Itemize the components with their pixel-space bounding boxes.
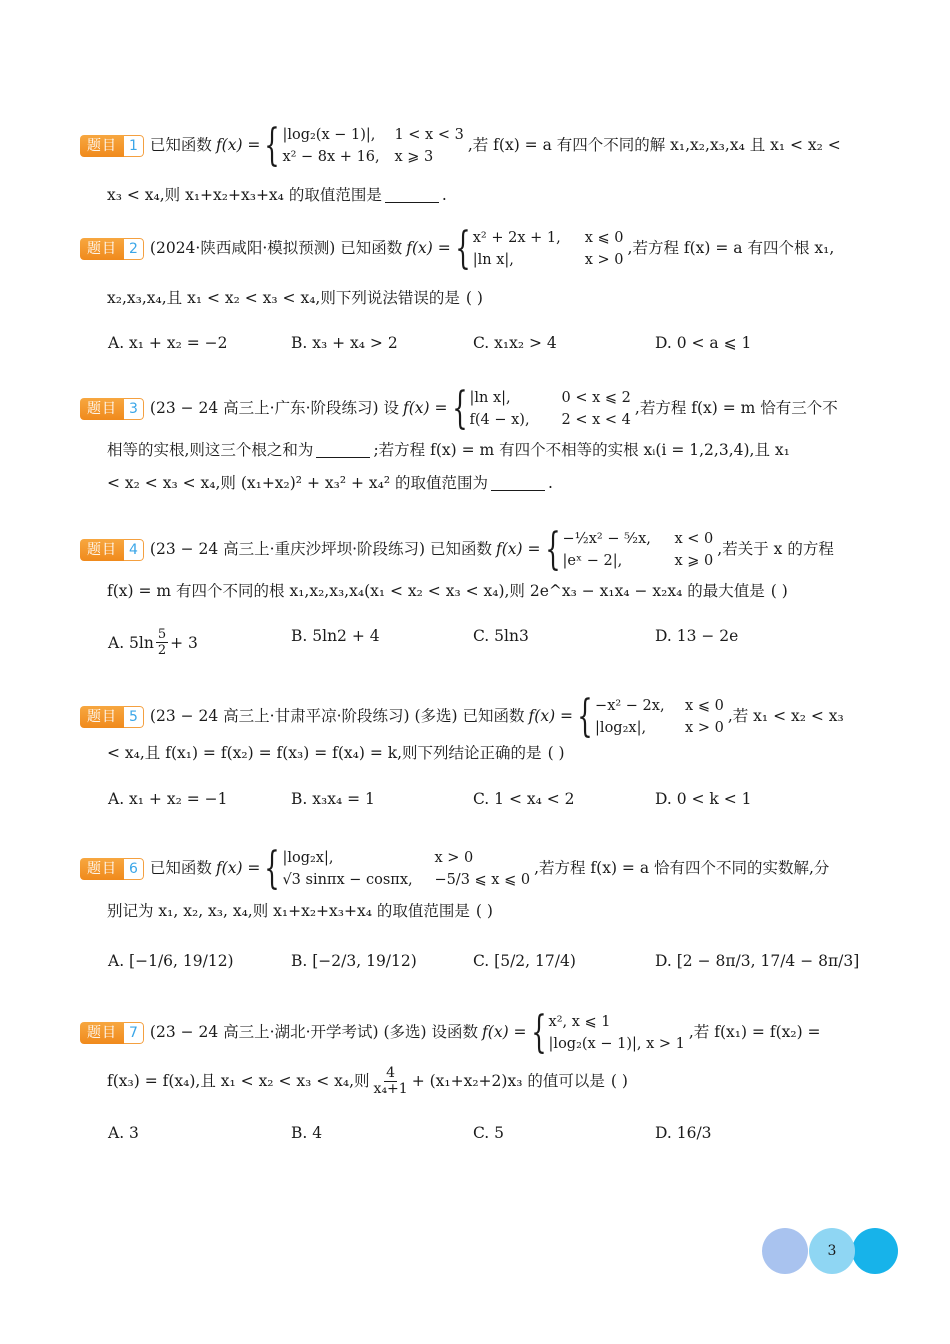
badge-number: 7 bbox=[124, 1022, 144, 1044]
problem-badge bbox=[80, 398, 144, 420]
choice-a[interactable]: A. x₁ + x₂ = −2 bbox=[108, 334, 228, 352]
problem-text: 已知函数 bbox=[149, 859, 212, 878]
problem-badge bbox=[80, 1022, 144, 1044]
problem-text: 已知函数 bbox=[149, 136, 212, 155]
problem-text: (23 − 24 高三上·广东·阶段练习) 设 bbox=[149, 399, 400, 418]
problem-badge bbox=[80, 858, 144, 880]
piecewise-function bbox=[577, 691, 724, 742]
problem-badge bbox=[80, 706, 144, 728]
problem-text: ,若 f(x₁) = f(x₂) = bbox=[688, 1023, 821, 1042]
piecewise-function bbox=[264, 120, 464, 171]
brace-icon: { bbox=[264, 843, 281, 894]
problem-text: 别记为 x₁, x₂, x₃, x₄,则 x₁+x₂+x₃+x₄ 的取值范围是 bbox=[107, 902, 470, 920]
choice-c[interactable]: C. [5/2, 17/4) bbox=[473, 952, 576, 970]
choice-c[interactable]: C. 1 < x₄ < 2 bbox=[473, 790, 575, 808]
problem-line bbox=[80, 1007, 821, 1058]
function-name: f(x) = bbox=[528, 707, 574, 726]
choice-b[interactable]: B. 5ln2 + 4 bbox=[291, 627, 380, 645]
problem-text: ,若方程 f(x) = a 恰有四个不同的实数解,分 bbox=[534, 859, 830, 878]
answer-blank[interactable] bbox=[316, 443, 370, 458]
piecewise-function bbox=[544, 524, 714, 575]
case-expression: |ln x|, bbox=[469, 390, 511, 406]
function-name: f(x) = bbox=[403, 399, 448, 418]
case-condition: x > 0 bbox=[584, 252, 624, 268]
problem-line bbox=[107, 443, 790, 459]
problem-text: (23 − 24 高三上·湖北·开学考试) (多选) 设函数 bbox=[149, 1023, 479, 1042]
choice-c[interactable]: C. 5ln3 bbox=[473, 627, 529, 645]
problem-line bbox=[80, 383, 838, 434]
case-condition: x < 0 bbox=[674, 531, 714, 547]
case-condition: x > 0 bbox=[434, 850, 474, 866]
problem-line bbox=[80, 524, 834, 575]
case-condition: x ⩽ 0 bbox=[685, 698, 724, 714]
piecewise-function bbox=[264, 843, 531, 894]
problem-badge bbox=[80, 135, 144, 157]
problem-text: < x₂ < x₃ < x₄,则 (x₁+x₂)² + x₃² + x₄² 的取值范围为 bbox=[107, 474, 488, 492]
problem-line bbox=[80, 223, 835, 274]
problem-line bbox=[80, 120, 841, 171]
case-condition: x > 0 bbox=[685, 720, 724, 736]
answer-blank[interactable] bbox=[491, 476, 545, 491]
case-expression: x², x ⩽ 1 bbox=[548, 1014, 611, 1030]
function-name: f(x) = bbox=[215, 859, 261, 878]
choice-a-text: A. 5ln bbox=[108, 633, 154, 652]
page-number-badge bbox=[762, 1228, 902, 1276]
brace-icon: { bbox=[264, 120, 281, 171]
choice-c[interactable]: C. 5 bbox=[473, 1124, 505, 1142]
badge-label: 题目 bbox=[80, 135, 124, 157]
answer-paren[interactable]: ( ) bbox=[770, 582, 788, 600]
problem-text: + (x₁+x₂+2)x₃ 的值可以是 bbox=[411, 1071, 605, 1090]
case-expression: −x² − 2x, bbox=[595, 698, 665, 714]
choice-c[interactable]: C. x₁x₂ > 4 bbox=[473, 334, 557, 352]
badge-label: 题目 bbox=[80, 858, 124, 880]
case-expression: |log₂x|, bbox=[595, 720, 647, 736]
problem-text: ,若方程 f(x) = a 有四个根 x₁, bbox=[627, 239, 835, 258]
case-expression: √3 sinπx − cosπx, bbox=[282, 872, 413, 888]
brace-icon: { bbox=[544, 524, 561, 575]
badge-number: 6 bbox=[124, 858, 144, 880]
problem-text: f(x) = m 有四个不同的根 x₁,x₂,x₃,x₄(x₁ < x₂ < x₃ < x₄),则 2e^x₃ − x₁x₄ − x₂x₄ 的最大值是 bbox=[107, 582, 765, 600]
case-expression: |eˣ − 2|, bbox=[562, 553, 623, 569]
piecewise-function bbox=[455, 223, 624, 274]
brace-icon: { bbox=[451, 383, 468, 434]
badge-label: 题目 bbox=[80, 1022, 124, 1044]
problem-text: ,若关于 x 的方程 bbox=[717, 540, 834, 559]
problem-badge bbox=[80, 238, 144, 260]
function-name: f(x) = bbox=[215, 136, 261, 155]
choice-a[interactable]: A. [−1/6, 19/12) bbox=[108, 952, 234, 970]
answer-paren[interactable]: ( ) bbox=[610, 1071, 628, 1090]
problem-text: ,若 f(x) = a 有四个不同的解 x₁,x₂,x₃,x₄ 且 x₁ < x₂ < bbox=[467, 136, 841, 155]
punctuation: . bbox=[547, 474, 553, 492]
choice-d[interactable]: D. 16/3 bbox=[655, 1124, 712, 1142]
function-name: f(x) = bbox=[482, 1023, 527, 1042]
problem-text: (23 − 24 高三上·重庆沙坪坝·阶段练习) 已知函数 bbox=[149, 540, 493, 559]
problem-text: (2024·陕西咸阳·模拟预测) 已知函数 bbox=[149, 239, 403, 258]
badge-label: 题目 bbox=[80, 238, 124, 260]
problem-text: ,若 x₁ < x₂ < x₃ bbox=[727, 707, 844, 726]
case-condition: 2 < x < 4 bbox=[561, 412, 631, 428]
decor-circle bbox=[852, 1228, 898, 1274]
case-expression: |ln x|, bbox=[472, 252, 514, 268]
problem-line bbox=[107, 1066, 628, 1097]
problem-line bbox=[80, 691, 844, 742]
answer-blank[interactable] bbox=[385, 188, 439, 203]
case-condition: x ⩾ 3 bbox=[394, 149, 434, 165]
denominator: 2 bbox=[157, 643, 167, 658]
problem-text: ;若方程 f(x) = m 有四个不相等的实根 xᵢ(i = 1,2,3,4),且 x₁ bbox=[373, 441, 790, 459]
badge-number: 2 bbox=[124, 238, 144, 260]
choice-b[interactable]: B. x₃ + x₄ > 2 bbox=[291, 334, 398, 352]
badge-label: 题目 bbox=[80, 539, 124, 561]
problem-text: x₂,x₃,x₄,且 x₁ < x₂ < x₃ < x₄,则下列说法错误的是 bbox=[107, 289, 460, 307]
case-condition: 0 < x ⩽ 2 bbox=[561, 390, 631, 406]
problem-line bbox=[107, 188, 447, 204]
numerator: 5 bbox=[157, 627, 167, 642]
choice-a[interactable]: A. x₁ + x₂ = −1 bbox=[108, 790, 228, 808]
problem-text: < x₄,且 f(x₁) = f(x₂) = f(x₃) = f(x₄) = k,则下列结论正确的是 bbox=[107, 744, 542, 762]
answer-paren[interactable]: ( ) bbox=[547, 744, 565, 762]
case-condition: 1 < x < 3 bbox=[394, 127, 464, 143]
choice-a[interactable]: A. 3 bbox=[108, 1124, 139, 1142]
piecewise-function bbox=[530, 1007, 685, 1058]
case-condition: x ⩾ 0 bbox=[674, 553, 714, 569]
problem-badge bbox=[80, 539, 144, 561]
choice-b[interactable]: B. x₃x₄ = 1 bbox=[291, 790, 375, 808]
choice-d[interactable]: D. 13 − 2e bbox=[655, 627, 739, 645]
problem-text: (23 − 24 高三上·甘肃平凉·阶段练习) (多选) 已知函数 bbox=[149, 707, 525, 726]
badge-label: 题目 bbox=[80, 398, 124, 420]
answer-paren[interactable]: ( ) bbox=[475, 902, 493, 920]
badge-label: 题目 bbox=[80, 706, 124, 728]
choice-d[interactable]: D. 0 < a ⩽ 1 bbox=[655, 334, 752, 352]
problem-line bbox=[107, 291, 483, 307]
problem-line bbox=[107, 904, 493, 920]
function-name: f(x) = bbox=[496, 540, 541, 559]
fraction bbox=[372, 1066, 410, 1097]
choice-d[interactable]: D. [2 − 8π/3, 17/4 − 8π/3] bbox=[655, 952, 860, 970]
badge-number: 3 bbox=[124, 398, 144, 420]
piecewise-function bbox=[451, 383, 631, 434]
badge-number: 1 bbox=[124, 135, 144, 157]
case-expression: f(4 − x), bbox=[469, 412, 530, 428]
function-name: f(x) = bbox=[406, 239, 451, 258]
case-expression: |log₂x|, bbox=[282, 850, 334, 866]
case-condition: x ⩽ 0 bbox=[584, 230, 624, 246]
decor-circle bbox=[762, 1228, 808, 1274]
badge-number: 5 bbox=[124, 706, 144, 728]
choice-a[interactable] bbox=[108, 627, 198, 658]
brace-icon: { bbox=[530, 1007, 547, 1058]
denominator: x₄+1 bbox=[373, 1081, 408, 1097]
case-expression: |log₂(x − 1)|, x > 1 bbox=[548, 1036, 685, 1052]
case-expression: x² − 8x + 16, bbox=[282, 149, 380, 165]
case-expression: |log₂(x − 1)|, bbox=[282, 127, 376, 143]
choice-d[interactable]: D. 0 < k < 1 bbox=[655, 790, 752, 808]
brace-icon: { bbox=[455, 223, 471, 274]
brace-icon: { bbox=[577, 691, 593, 742]
choice-b[interactable]: B. 4 bbox=[291, 1124, 323, 1142]
case-expression: −½x² − ⁵⁄₂x, bbox=[562, 531, 651, 547]
problem-text: f(x₃) = f(x₄),且 x₁ < x₂ < x₃ < x₄,则 bbox=[107, 1071, 370, 1090]
problem-line bbox=[107, 584, 788, 600]
punctuation: . bbox=[441, 186, 447, 204]
problem-line bbox=[107, 746, 565, 762]
problem-text: 相等的实根,则这三个根之和为 bbox=[107, 441, 314, 459]
badge-number: 4 bbox=[124, 539, 144, 561]
choice-b[interactable]: B. [−2/3, 19/12) bbox=[291, 952, 417, 970]
page-number: 3 bbox=[827, 1243, 837, 1259]
problem-line bbox=[80, 843, 830, 894]
answer-paren[interactable]: ( ) bbox=[465, 289, 483, 307]
problem-text: x₃ < x₄,则 x₁+x₂+x₃+x₄ 的取值范围是 bbox=[107, 186, 382, 204]
case-expression: x² + 2x + 1, bbox=[472, 230, 561, 246]
problem-text: ,若方程 f(x) = m 恰有三个不 bbox=[634, 399, 838, 418]
choice-a-text: + 3 bbox=[170, 633, 198, 652]
case-condition: −5/3 ⩽ x ⩽ 0 bbox=[434, 872, 531, 888]
numerator: 4 bbox=[386, 1065, 396, 1081]
fraction bbox=[156, 627, 168, 658]
problem-line bbox=[107, 476, 553, 492]
